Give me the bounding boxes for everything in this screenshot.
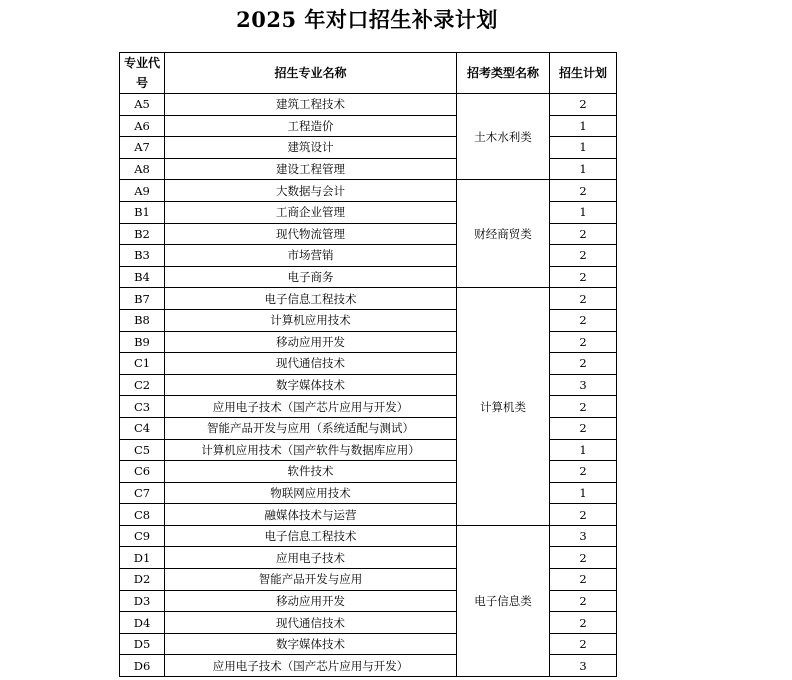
major-name-cell: 工程造价 xyxy=(165,115,457,137)
major-code-cell: D5 xyxy=(120,633,165,655)
plan-count-cell: 2 xyxy=(550,461,617,483)
plan-count-cell: 1 xyxy=(550,137,617,159)
major-name-cell: 应用电子技术 xyxy=(165,547,457,569)
major-name-cell: 现代物流管理 xyxy=(165,223,457,245)
major-name-cell: 数字媒体技术 xyxy=(165,633,457,655)
major-name-cell: 应用电子技术（国产芯片应用与开发） xyxy=(165,655,457,677)
major-code-cell: B8 xyxy=(120,309,165,331)
major-code-cell: B7 xyxy=(120,288,165,310)
major-code-cell: D1 xyxy=(120,547,165,569)
major-name-cell: 工商企业管理 xyxy=(165,201,457,223)
major-code-cell: D2 xyxy=(120,569,165,591)
major-name-cell: 软件技术 xyxy=(165,461,457,483)
header-category: 招考类型名称 xyxy=(457,53,550,94)
plan-count-cell: 2 xyxy=(550,266,617,288)
plan-count-cell: 3 xyxy=(550,655,617,677)
major-code-cell: B3 xyxy=(120,245,165,267)
major-code-cell: C1 xyxy=(120,353,165,375)
plan-count-cell: 2 xyxy=(550,353,617,375)
major-code-cell: C9 xyxy=(120,525,165,547)
plan-count-cell: 1 xyxy=(550,115,617,137)
table-body xyxy=(120,94,617,677)
major-code-cell: A7 xyxy=(120,137,165,159)
plan-count-cell: 2 xyxy=(550,309,617,331)
exam-category-cell: 土木水利类 xyxy=(457,94,550,180)
plan-count-cell: 2 xyxy=(550,590,617,612)
major-name-cell: 应用电子技术（国产芯片应用与开发） xyxy=(165,396,457,418)
plan-count-cell: 2 xyxy=(550,245,617,267)
table-row xyxy=(120,180,617,202)
major-name-cell: 物联网应用技术 xyxy=(165,482,457,504)
exam-category-cell: 财经商贸类 xyxy=(457,180,550,288)
major-code-cell: A6 xyxy=(120,115,165,137)
table-row xyxy=(120,94,617,116)
major-code-cell: B1 xyxy=(120,201,165,223)
table-header-row xyxy=(120,53,617,94)
major-code-cell: A9 xyxy=(120,180,165,202)
exam-category-cell: 电子信息类 xyxy=(457,525,550,676)
major-code-cell: C6 xyxy=(120,461,165,483)
major-code-cell: D3 xyxy=(120,590,165,612)
plan-count-cell: 2 xyxy=(550,288,617,310)
plan-count-cell: 2 xyxy=(550,569,617,591)
major-name-cell: 电子商务 xyxy=(165,266,457,288)
exam-category-cell: 计算机类 xyxy=(457,288,550,526)
major-name-cell: 大数据与会计 xyxy=(165,180,457,202)
major-code-cell: C7 xyxy=(120,482,165,504)
major-code-cell: C4 xyxy=(120,417,165,439)
major-code-cell: C8 xyxy=(120,504,165,526)
major-name-cell: 现代通信技术 xyxy=(165,353,457,375)
major-code-cell: D4 xyxy=(120,612,165,634)
major-name-cell: 建筑工程技术 xyxy=(165,94,457,116)
major-name-cell: 计算机应用技术 xyxy=(165,309,457,331)
table-row xyxy=(120,288,617,310)
table-row xyxy=(120,525,617,547)
plan-count-cell: 2 xyxy=(550,223,617,245)
major-name-cell: 建筑设计 xyxy=(165,137,457,159)
major-name-cell: 移动应用开发 xyxy=(165,590,457,612)
major-name-cell: 电子信息工程技术 xyxy=(165,288,457,310)
header-name: 招生专业名称 xyxy=(165,53,457,94)
major-code-cell: C2 xyxy=(120,374,165,396)
plan-count-cell: 1 xyxy=(550,158,617,180)
major-code-cell: B2 xyxy=(120,223,165,245)
major-code-cell: C3 xyxy=(120,396,165,418)
plan-count-cell: 1 xyxy=(550,201,617,223)
plan-count-cell: 2 xyxy=(550,547,617,569)
plan-count-cell: 2 xyxy=(550,331,617,353)
major-code-cell: A5 xyxy=(120,94,165,116)
plan-count-cell: 2 xyxy=(550,612,617,634)
major-name-cell: 现代通信技术 xyxy=(165,612,457,634)
plan-count-cell: 2 xyxy=(550,633,617,655)
header-plan: 招生计划 xyxy=(550,53,617,94)
major-name-cell: 融媒体技术与运营 xyxy=(165,504,457,526)
enrollment-plan-table xyxy=(119,52,617,677)
major-name-cell: 市场营销 xyxy=(165,245,457,267)
plan-count-cell: 1 xyxy=(550,482,617,504)
major-name-cell: 移动应用开发 xyxy=(165,331,457,353)
major-name-cell: 智能产品开发与应用 xyxy=(165,569,457,591)
plan-count-cell: 3 xyxy=(550,525,617,547)
major-code-cell: B4 xyxy=(120,266,165,288)
major-code-cell: B9 xyxy=(120,331,165,353)
plan-count-cell: 3 xyxy=(550,374,617,396)
major-code-cell: C5 xyxy=(120,439,165,461)
plan-count-cell: 2 xyxy=(550,504,617,526)
plan-count-cell: 2 xyxy=(550,94,617,116)
major-name-cell: 计算机应用技术（国产软件与数据库应用） xyxy=(165,439,457,461)
major-name-cell: 电子信息工程技术 xyxy=(165,525,457,547)
major-name-cell: 智能产品开发与应用（系统适配与测试） xyxy=(165,417,457,439)
header-code: 专业代号 xyxy=(120,53,165,94)
page-title: 2025 年对口招生补录计划 xyxy=(236,7,498,32)
major-code-cell: D6 xyxy=(120,655,165,677)
plan-count-cell: 1 xyxy=(550,439,617,461)
major-name-cell: 数字媒体技术 xyxy=(165,374,457,396)
major-name-cell: 建设工程管理 xyxy=(165,158,457,180)
plan-count-cell: 2 xyxy=(550,180,617,202)
major-code-cell: A8 xyxy=(120,158,165,180)
plan-count-cell: 2 xyxy=(550,396,617,418)
plan-count-cell: 2 xyxy=(550,417,617,439)
